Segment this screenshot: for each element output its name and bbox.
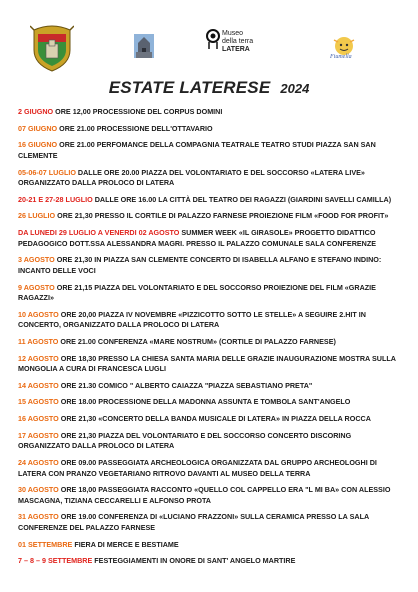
event-description: ORE 18,30 PRESSO LA CHIESA SANTA MARIA DELLE GRAZIE INAUGURAZIONE MOSTRA SULLA MONGOLIA A CURA DI FRANCESCA LUGLI [18,353,396,374]
event-item [18,485,402,506]
event-item [18,228,402,249]
event-description: FESTEGGIAMENTI IN ONORE DI SANT' ANGELO MARTIRE [92,556,296,566]
event-description: ORE 18,00 PASSEGGIATA RACCONTO «QUELLO COL CAPPELLO ERA "L MI BA» CON ALESSIO MASCAGNA, TIZIANA CECCARELLI E ALFONSO PROTA [18,485,391,505]
event-item [18,310,402,331]
event-item [18,168,402,189]
event-date: 14 AGOSTO [18,380,59,390]
event-description: ORE 12,00 PROCESSIONE DEL CORPUS DOMINI [53,107,223,116]
event-description: ORE 21,15 PIAZZA DEL VOLONTARIATO E DEL SOCCORSO PROIEZIONE DEL FILM «GRAZIE RAGAZZI» [18,282,376,302]
event-date: 26 LUGLIO [18,211,56,221]
event-description: ORE 21.00 PROCESSIONE DELL'OTTAVARIO [57,123,213,133]
event-description: DALLE ORE 20.00 PIAZZA DEL VOLONTARIATO E DEL SOCCORSO «LATERA LIVE» ORGANIZZATO DALLA PROLOCO DI LATERA [18,167,365,188]
event-item [18,283,402,304]
event-date: 12 AGOSTO [18,353,59,363]
event-date: 3 AGOSTO [18,255,55,265]
title-year: 2024 [280,81,310,96]
event-item [18,337,402,348]
event-date: 16 GIUGNO [18,140,58,150]
event-description: ORE 19.00 CONFERENZA DI «LUCIANO FRAZZONI» SULLA CERAMICA PRESSO LA SALA CONFERENZE DEL PALAZZO FARNESE [18,512,369,532]
event-description: SUMMER WEEK «IL GIRASOLE» PROGETTO DIDATTICO PEDAGOGICO DOTT.SSA ALESSANDRA MAGRI. PRESSO IL PALAZZO COMUNALE SALA CONFERENZE [18,228,377,248]
event-date: 10 AGOSTO [18,309,59,319]
event-description: ORE 21.30 COMICO " ALBERTO CAIAZZA "PIAZZA SEBASTIANO PRETA" [58,380,313,390]
logo-bar [0,0,418,80]
mascot-signature: Fiumella [330,54,352,60]
event-item [18,107,402,118]
event-description: ORE 21,30 «CONCERTO DELLA BANDA MUSICALE DI LATERA» IN PIAZZA DELLA ROCCA [58,414,371,424]
event-date: 16 AGOSTO [18,414,59,424]
page-title [0,78,418,98]
event-date: 15 AGOSTO [18,397,59,407]
event-description: FIERA DI MERCE E BESTIAME [72,539,179,549]
event-item [18,397,402,408]
event-item [18,556,402,567]
event-date: DA LUNEDI 29 LUGLIO A VENERDI 02 AGOSTO [18,228,180,238]
event-list [18,107,402,573]
event-date: 9 AGOSTO [18,282,55,292]
event-item [18,458,402,479]
event-item [18,354,402,375]
event-date: 2 GIUGNO [18,107,54,116]
event-description: ORE 20,00 PIAZZA IV NOVEMBRE «PIZZICOTTO SOTTO LE STELLE» A SEGUIRE 2.HIT IN CONCERTO, ORGANIZZATO DALLA PROLOCO DI LATERA [18,309,366,330]
event-date: 11 AGOSTO [18,336,59,346]
event-date: 07 GIUGNO [18,123,58,133]
event-date: 17 AGOSTO [18,430,59,440]
event-date: 7 – 8 – 9 SETTEMBRE [18,556,93,566]
event-description: ORE 18.00 PROCESSIONE DELLA MADONNA ASSUNTA E TOMBOLA SANT'ANGELO [58,397,351,407]
event-item [18,195,402,206]
event-item [18,540,402,551]
title-main: ESTATE LATERESE [108,78,271,97]
event-description: DALLE ORE 16.00 LA CITTÀ DEL TEATRO DEI RAGAZZI (GIARDINI SAVELLI CAMILLA) [92,194,392,204]
event-item [18,140,402,161]
event-date: 05-06-07 LUGLIO [18,167,76,177]
museum-logo-text: Museo della terra LATERA [222,30,254,53]
municipal-crest-logo [30,24,74,72]
event-item [18,211,402,222]
event-date: 24 AGOSTO [18,458,59,467]
event-date: 01 SETTEMBRE [18,539,73,549]
event-description: ORE 21.00 PERFOMANCE DELLA COMPAGNIA TEATRALE TEATRO STUDI PIAZZA SAN SAN CLEMENTE [18,140,376,160]
event-date: 30 AGOSTO [18,485,59,495]
event-description: ORE 21,30 PRESSO IL CORTILE DI PALAZZO FARNESE PROIEZIONE FILM «FOOD FOR PROFIT» [55,211,389,221]
event-description: ORE 21,30 PIAZZA DEL VOLONTARIATO E DEL SOCCORSO CONCERTO DISCORING ORGANIZZATO DALLA PROLOCO DI LATERA [18,430,352,451]
mascot-logo [322,34,362,64]
event-description: ORE 21.00 CONFERENZA «MARE NOSTRUM» (CORTILE DI PALAZZO FARNESE) [58,336,336,346]
event-item [18,381,402,392]
church-photo-logo [134,34,154,58]
event-date: 20-21 E 27-28 LUGLIO [18,194,93,204]
event-item [18,431,402,452]
event-item [18,414,402,425]
event-description: ORE 21,30 IN PIAZZA SAN CLEMENTE CONCERTO DI ISABELLA ALFANO E STEFANO INDINO: INCANTO DELLE VOCI [18,255,382,275]
event-item [18,124,402,135]
event-date: 31 AGOSTO [18,512,59,522]
event-item [18,512,402,533]
event-item [18,255,402,276]
event-description: ORE 09.00 PASSEGGIATA ARCHEOLOGICA ORGANIZZATA DAL GRUPPO ARCHEOLOGHI DI LATERA CON PRANZO VEGETARIANO RITROVO DAVANTI AL MUSEO DELLA TERRA [18,458,377,478]
museum-logo [206,28,262,66]
